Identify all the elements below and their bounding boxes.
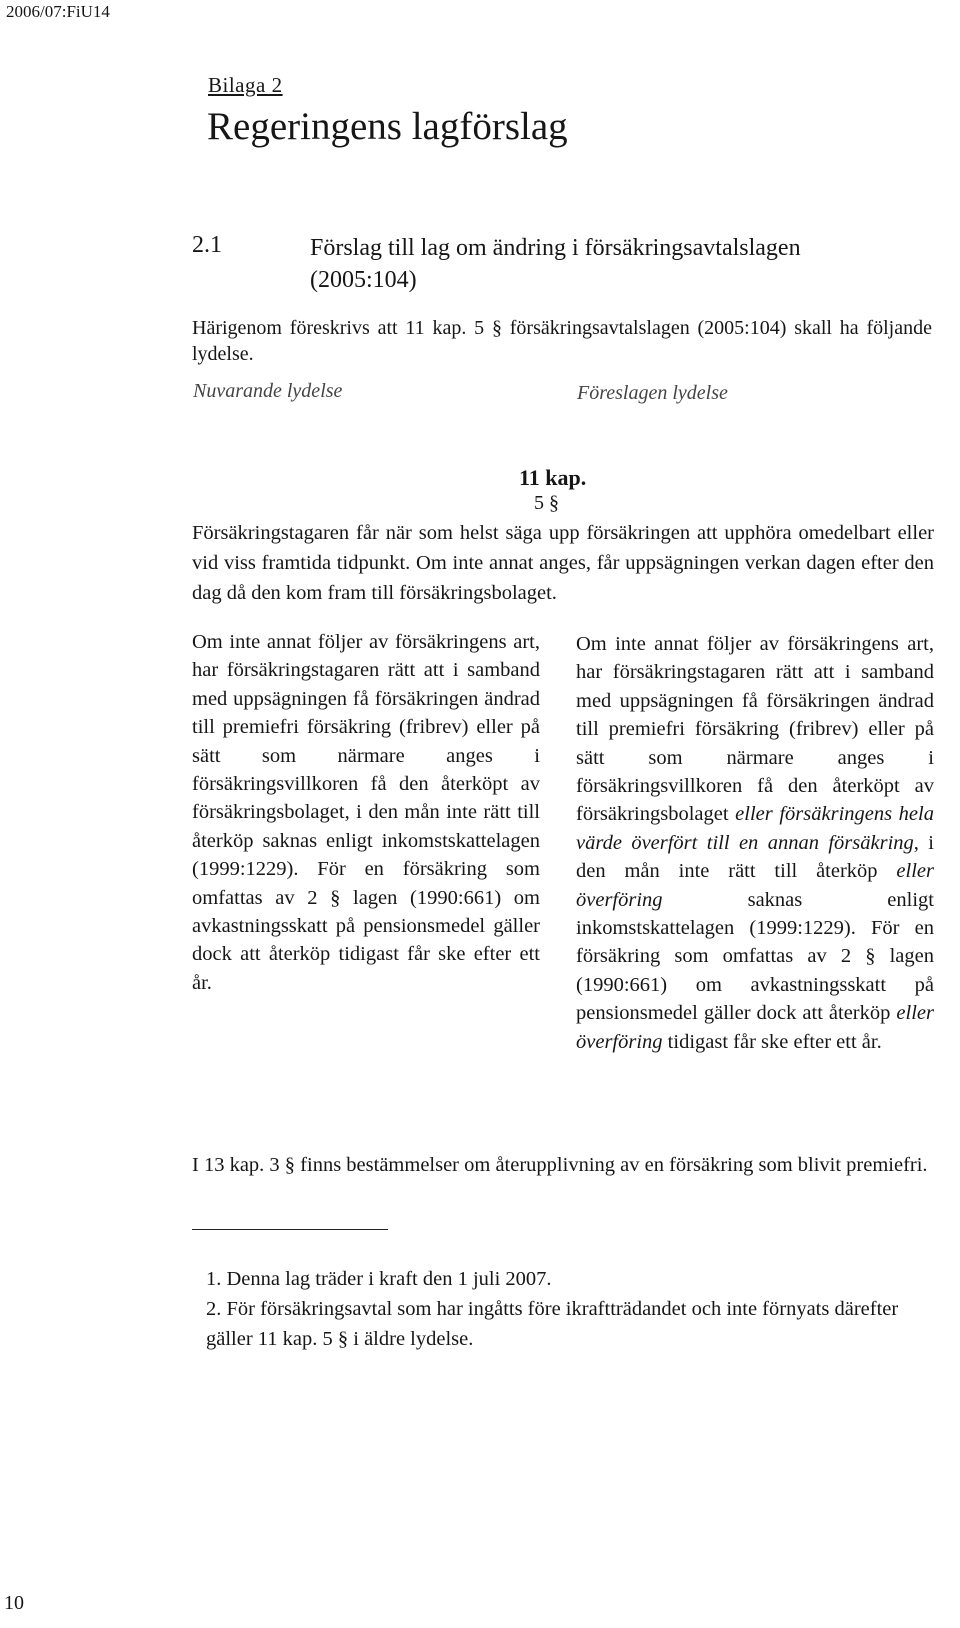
note-item: 2. För försäkringsavtal som har ingåtts före ikraftträdandet och inte förnyats därefter gäller 11 kap. 5 § i äldre lydelse. xyxy=(206,1298,899,1350)
proposed-text-part1: Om inte annat följer av försäkringens art, har försäkringstagaren rätt att i samband med uppsägningen få försäkringen ändrad till premiefri försäkring (fribrev) eller på sätt som närmare anges i försäkringsvillkoren få den återköpt av försäkringsbolaget xyxy=(576,633,934,826)
current-wording-text: Om inte annat följer av försäkringens art, har försäkringstagaren rätt att i samband med uppsägningen få försäkringen ändrad till premiefri försäkring (fribrev) eller på sätt som närmare anges i försäkringsvillkoren få den återköpt av försäkringsbolaget, i den mån inte rätt till återköp saknas enligt inkomstskattelagen (1999:1229). För en försäkring som omfattas av 2 § lagen (1990:661) om avkastningsskatt på pensionsmedel gäller dock att återköp tidigast får ske efter ett år. xyxy=(192,631,540,994)
section-number: 2.1 xyxy=(192,232,222,258)
note-item: 1. Denna lag träder i kraft den 1 juli 2007. xyxy=(206,1268,552,1290)
proposed-text-insert2: eller överföring xyxy=(576,860,934,911)
chapter-heading: 11 kap. xyxy=(519,465,587,490)
transitional-provisions xyxy=(192,1264,932,1354)
proposed-text-insert3: eller överföring xyxy=(576,1002,934,1053)
proposed-wording-heading: Föreslagen lydelse xyxy=(577,382,728,404)
divider xyxy=(192,1229,388,1230)
page-title: Regeringens lagförslag xyxy=(207,105,568,148)
section-title: Förslag till lag om ändring i försäkringsavtalslagen (2005:104) xyxy=(310,235,801,293)
proposed-text-part2: , i den mån inte rätt till återköp xyxy=(576,831,935,883)
proposed-text-part4: tidigast får ske efter ett år. xyxy=(662,1030,882,1053)
common-paragraph: Försäkringstagaren får när som helst säga upp försäkringen att upphöra omedelbart eller vid viss framtida tidpunkt. Om inte annat anges, får uppsägningen verkan dagen efter den dag då den kom fram till försäkringsbolaget. xyxy=(192,522,934,604)
closing-paragraph: I 13 kap. 3 § finns bestämmelser om återupplivning av en försäkring som blivit premiefri. xyxy=(192,1154,928,1176)
appendix-label: Bilaga 2 xyxy=(208,73,283,97)
intro-paragraph: Härigenom föreskrivs att 11 kap. 5 § försäkringsavtalslagen (2005:104) skall ha följande lydelse. xyxy=(192,317,932,365)
current-wording-heading: Nuvarande lydelse xyxy=(193,380,343,402)
proposed-text-part3: saknas enligt inkomstskattelagen (1999:1229). För en försäkring som omfattas av 2 § lagen (1990:661) om avkastningsskatt på pensionsmedel gäller dock att återköp xyxy=(576,888,934,1025)
proposed-wording-text xyxy=(576,630,934,1056)
document-reference: 2006/07:FiU14 xyxy=(6,2,110,21)
paragraph-heading: 5 § xyxy=(534,492,559,514)
proposed-text-insert1: eller försäkringens hela värde överfört till en annan försäkring xyxy=(576,803,934,854)
page-number: 10 xyxy=(4,1592,24,1614)
